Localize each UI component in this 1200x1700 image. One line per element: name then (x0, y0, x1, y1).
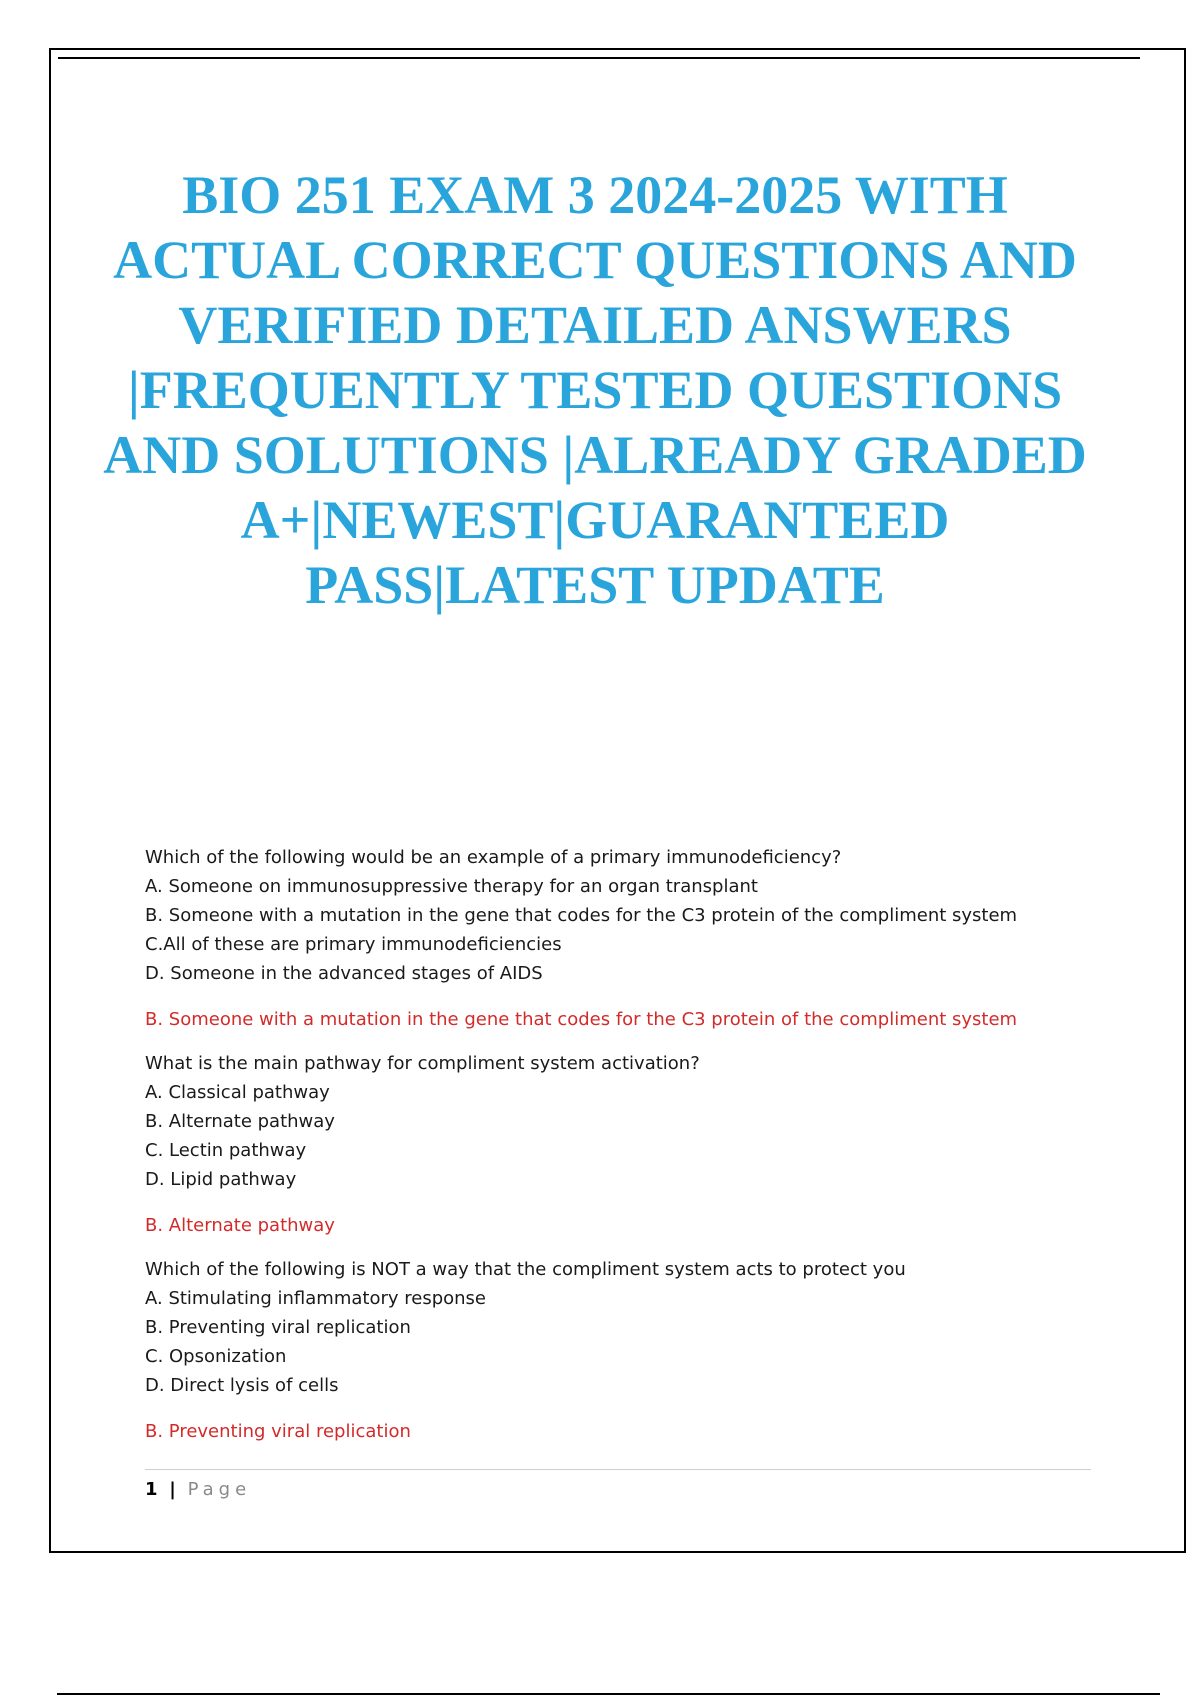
correct-answer: B. Someone with a mutation in the gene that codes for the C3 protein of the compliment system (145, 1009, 1018, 1030)
question-item-1 (145, 843, 1085, 1034)
question-text: What is the main pathway for compliment system activation? (145, 1053, 700, 1074)
option-a: A. Someone on immunosuppressive therapy for an organ transplant (145, 876, 758, 897)
option-d: D. Someone in the advanced stages of AIDS (145, 963, 543, 984)
option-c: C. Opsonization (145, 1346, 287, 1367)
option-d: D. Lipid pathway (145, 1169, 297, 1190)
option-a: A. Classical pathway (145, 1082, 330, 1103)
correct-answer: B. Alternate pathway (145, 1215, 335, 1236)
question-item-2 (145, 1049, 1085, 1240)
option-d: D. Direct lysis of cells (145, 1375, 339, 1396)
page-number: 1 (145, 1479, 158, 1500)
page-footer (145, 1469, 1091, 1502)
correct-answer: B. Preventing viral replication (145, 1421, 411, 1442)
question-text: Which of the following would be an example of a primary immunodeficiency? (145, 847, 842, 868)
option-b: B. Someone with a mutation in the gene that codes for the C3 protein of the compliment system (145, 905, 1018, 926)
page-separator: | (169, 1479, 176, 1500)
question-text: Which of the following is NOT a way that the compliment system acts to protect you (145, 1259, 906, 1280)
bottom-rule (57, 1693, 1160, 1695)
option-b: B. Alternate pathway (145, 1111, 335, 1132)
document-title: BIO 251 EXAM 3 2024-2025 WITH ACTUAL CORRECT QUESTIONS AND VERIFIED DETAILED ANSWERS |FREQUENTLY TESTED QUESTIONS AND SOLUTIONS |ALREADY GRADED A+|NEWEST|GUARANTEED PASS|LATEST UPDATE (103, 165, 1087, 615)
option-a: A. Stimulating inflammatory response (145, 1288, 486, 1309)
option-b: B. Preventing viral replication (145, 1317, 411, 1338)
option-c: C. Lectin pathway (145, 1140, 307, 1161)
page-label: Page (187, 1479, 252, 1500)
top-rule (58, 57, 1140, 59)
question-item-3 (145, 1255, 1085, 1446)
question-list (145, 843, 1085, 1461)
option-c: C.All of these are primary immunodeficiencies (145, 934, 562, 955)
